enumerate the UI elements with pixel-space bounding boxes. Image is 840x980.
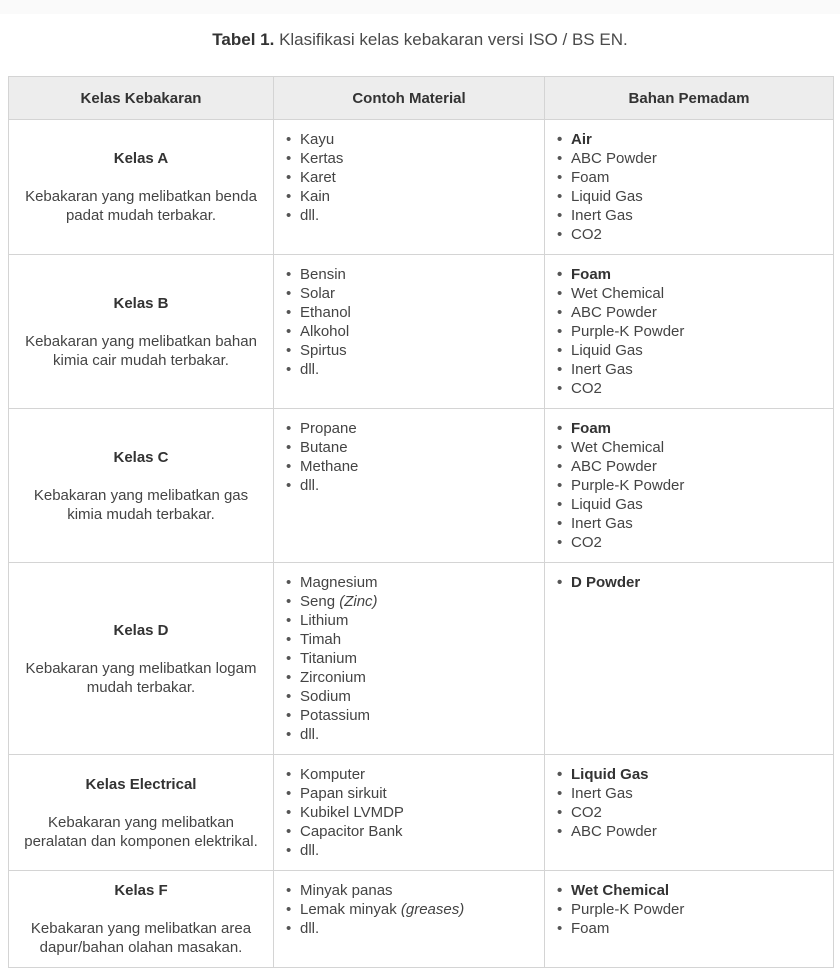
- material-item: [300, 630, 534, 649]
- pemadam-item: • CO2: [571, 225, 823, 244]
- material-item: [300, 130, 534, 149]
- material-text: dll.: [300, 726, 320, 743]
- pemadam-list: [555, 419, 823, 552]
- pemadam-cell: [545, 120, 834, 255]
- kelas-name: Kelas Electrical: [85, 775, 197, 793]
- material-text: Seng: [300, 593, 336, 610]
- kelas-description: Kebakaran yang melibatkan area dapur/bahan olahan masakan.: [30, 920, 252, 956]
- material-item: [300, 822, 534, 841]
- material-text: Bensin: [300, 266, 346, 283]
- material-note: (greases): [400, 901, 465, 918]
- kelas-cell: [9, 871, 274, 968]
- pemadam-item: • Purple-K Powder: [571, 322, 823, 341]
- material-text: Zirconium: [300, 669, 366, 686]
- material-note: (Zinc): [339, 593, 378, 610]
- kelas-cell: [9, 755, 274, 871]
- material-cell: [274, 255, 545, 409]
- material-item: [300, 592, 534, 611]
- pemadam-item: • Liquid Gas: [571, 495, 823, 514]
- kelas-name: Kelas F: [114, 882, 168, 899]
- kelas-description: Kebakaran yang melibatkan gas kimia mudah terbakar.: [33, 486, 249, 523]
- material-item: [300, 438, 534, 457]
- material-cell: [274, 755, 545, 871]
- material-text: Kertas: [300, 150, 344, 167]
- kelas-cell: [9, 120, 274, 255]
- material-item: [300, 900, 534, 919]
- pemadam-cell: [545, 755, 834, 871]
- material-item: [300, 725, 534, 744]
- material-text: Kubikel LVMDP: [300, 804, 404, 821]
- material-list: [284, 881, 534, 938]
- material-text: dll.: [300, 920, 320, 937]
- material-item: [300, 668, 534, 687]
- material-item: [300, 784, 534, 803]
- material-text: dll.: [300, 842, 320, 859]
- material-item: [300, 187, 534, 206]
- pemadam-list: [555, 130, 823, 244]
- material-item: [300, 457, 534, 476]
- material-text: dll.: [300, 477, 320, 494]
- kelas-description: Kebakaran yang melibatkan bahan kimia cair mudah terbakar.: [25, 332, 257, 369]
- kelas-description: Kebakaran yang melibatkan peralatan dan komponen elektrikal.: [24, 813, 258, 850]
- material-text: Propane: [300, 420, 357, 437]
- pemadam-item-primary: • Foam: [571, 265, 823, 284]
- fire-class-table: [8, 76, 834, 968]
- pemadam-item: • Wet Chemical: [571, 284, 823, 303]
- pemadam-item: • Inert Gas: [571, 784, 823, 803]
- table-row: [9, 120, 834, 255]
- pemadam-cell: [545, 409, 834, 563]
- table-row: [9, 255, 834, 409]
- material-item: [300, 360, 534, 379]
- pemadam-cell: [545, 255, 834, 409]
- material-text: Titanium: [300, 650, 357, 667]
- kelas-name: Kelas C: [113, 448, 169, 466]
- pemadam-list: [555, 881, 823, 938]
- pemadam-item: • ABC Powder: [571, 303, 823, 322]
- material-text: dll.: [300, 361, 320, 378]
- table-row: [9, 871, 834, 968]
- material-text: Potassium: [300, 707, 371, 724]
- top-bar: [0, 0, 840, 14]
- material-item: [300, 303, 534, 322]
- pemadam-item: • Liquid Gas: [571, 187, 823, 206]
- material-item: [300, 881, 534, 900]
- material-item: [300, 573, 534, 592]
- material-item: [300, 168, 534, 187]
- material-text: Papan sirkuit: [300, 785, 387, 802]
- material-item: [300, 706, 534, 725]
- pemadam-item: • Purple-K Powder: [571, 900, 823, 919]
- material-text: Kayu: [300, 131, 335, 148]
- material-text: Methane: [300, 458, 359, 475]
- material-text: Alkohol: [300, 323, 350, 340]
- pemadam-item: • Purple-K Powder: [571, 476, 823, 495]
- material-text: Solar: [300, 285, 336, 302]
- material-list: [284, 573, 534, 744]
- pemadam-item: • Inert Gas: [571, 360, 823, 379]
- material-text: Karet: [300, 169, 336, 186]
- table-header-row: [9, 77, 834, 120]
- pemadam-item: • Wet Chemical: [571, 438, 823, 457]
- pemadam-cell: [545, 563, 834, 755]
- material-item: [300, 322, 534, 341]
- pemadam-item: • CO2: [571, 379, 823, 398]
- pemadam-item: • Inert Gas: [571, 514, 823, 533]
- material-item: [300, 841, 534, 860]
- material-list: [284, 765, 534, 860]
- material-cell: [274, 120, 545, 255]
- kelas-name: Kelas D: [113, 621, 169, 639]
- pemadam-item: • Foam: [571, 168, 823, 187]
- material-cell: [274, 409, 545, 563]
- table-row: [9, 755, 834, 871]
- kelas-name: Kelas B: [113, 294, 169, 312]
- pemadam-list: [555, 765, 823, 841]
- pemadam-item: • ABC Powder: [571, 822, 823, 841]
- material-list: [284, 130, 534, 225]
- table-row: [9, 563, 834, 755]
- material-text: Butane: [300, 439, 348, 456]
- header-kelas-kebakaran: Kelas Kebakaran: [9, 77, 274, 120]
- material-item: [300, 419, 534, 438]
- material-text: Lemak minyak: [300, 901, 397, 918]
- pemadam-item: • Inert Gas: [571, 206, 823, 225]
- pemadam-cell: [545, 871, 834, 968]
- pemadam-list: [555, 265, 823, 398]
- material-text: Komputer: [300, 766, 366, 783]
- header-contoh-material: Contoh Material: [274, 77, 545, 120]
- table-row: [9, 409, 834, 563]
- material-text: Capacitor Bank: [300, 823, 403, 840]
- material-text: Timah: [300, 631, 342, 648]
- kelas-cell: [9, 409, 274, 563]
- material-item: [300, 611, 534, 630]
- pemadam-item-primary: • D Powder: [571, 573, 823, 592]
- material-text: Ethanol: [300, 304, 351, 321]
- material-item: [300, 341, 534, 360]
- pemadam-item-primary: • Liquid Gas: [571, 765, 823, 784]
- material-text: Sodium: [300, 688, 351, 705]
- table-caption: [0, 30, 840, 50]
- material-item: [300, 206, 534, 225]
- material-item: [300, 265, 534, 284]
- caption-text: Klasifikasi kelas kebakaran versi ISO / BS EN.: [279, 30, 628, 49]
- material-text: Kain: [300, 188, 331, 205]
- material-text: Magnesium: [300, 574, 378, 591]
- caption-label: Tabel 1.: [212, 30, 275, 49]
- material-cell: [274, 871, 545, 968]
- material-text: Spirtus: [300, 342, 347, 359]
- material-list: [284, 419, 534, 495]
- material-item: [300, 687, 534, 706]
- material-text: Minyak panas: [300, 882, 393, 899]
- pemadam-item-primary: • Wet Chemical: [571, 881, 823, 900]
- pemadam-item: • ABC Powder: [571, 457, 823, 476]
- pemadam-item-primary: • Air: [571, 130, 823, 149]
- pemadam-item: • Liquid Gas: [571, 341, 823, 360]
- pemadam-item: • Foam: [571, 919, 823, 938]
- material-item: [300, 649, 534, 668]
- pemadam-item: • CO2: [571, 533, 823, 552]
- kelas-description: Kebakaran yang melibatkan logam mudah terbakar.: [25, 659, 257, 696]
- pemadam-list: [555, 573, 823, 592]
- material-item: [300, 476, 534, 495]
- material-item: [300, 765, 534, 784]
- kelas-cell: [9, 563, 274, 755]
- kelas-description: Kebakaran yang melibatkan benda padat mudah terbakar.: [25, 188, 257, 224]
- material-cell: [274, 563, 545, 755]
- material-text: dll.: [300, 207, 320, 224]
- material-item: [300, 149, 534, 168]
- material-list: [284, 265, 534, 379]
- material-item: [300, 919, 534, 938]
- kelas-name: Kelas A: [113, 150, 169, 167]
- material-text: Lithium: [300, 612, 349, 629]
- header-bahan-pemadam: Bahan Pemadam: [545, 77, 834, 120]
- kelas-cell: [9, 255, 274, 409]
- material-item: [300, 803, 534, 822]
- pemadam-item: • CO2: [571, 803, 823, 822]
- material-item: [300, 284, 534, 303]
- pemadam-item-primary: • Foam: [571, 419, 823, 438]
- pemadam-item: • ABC Powder: [571, 149, 823, 168]
